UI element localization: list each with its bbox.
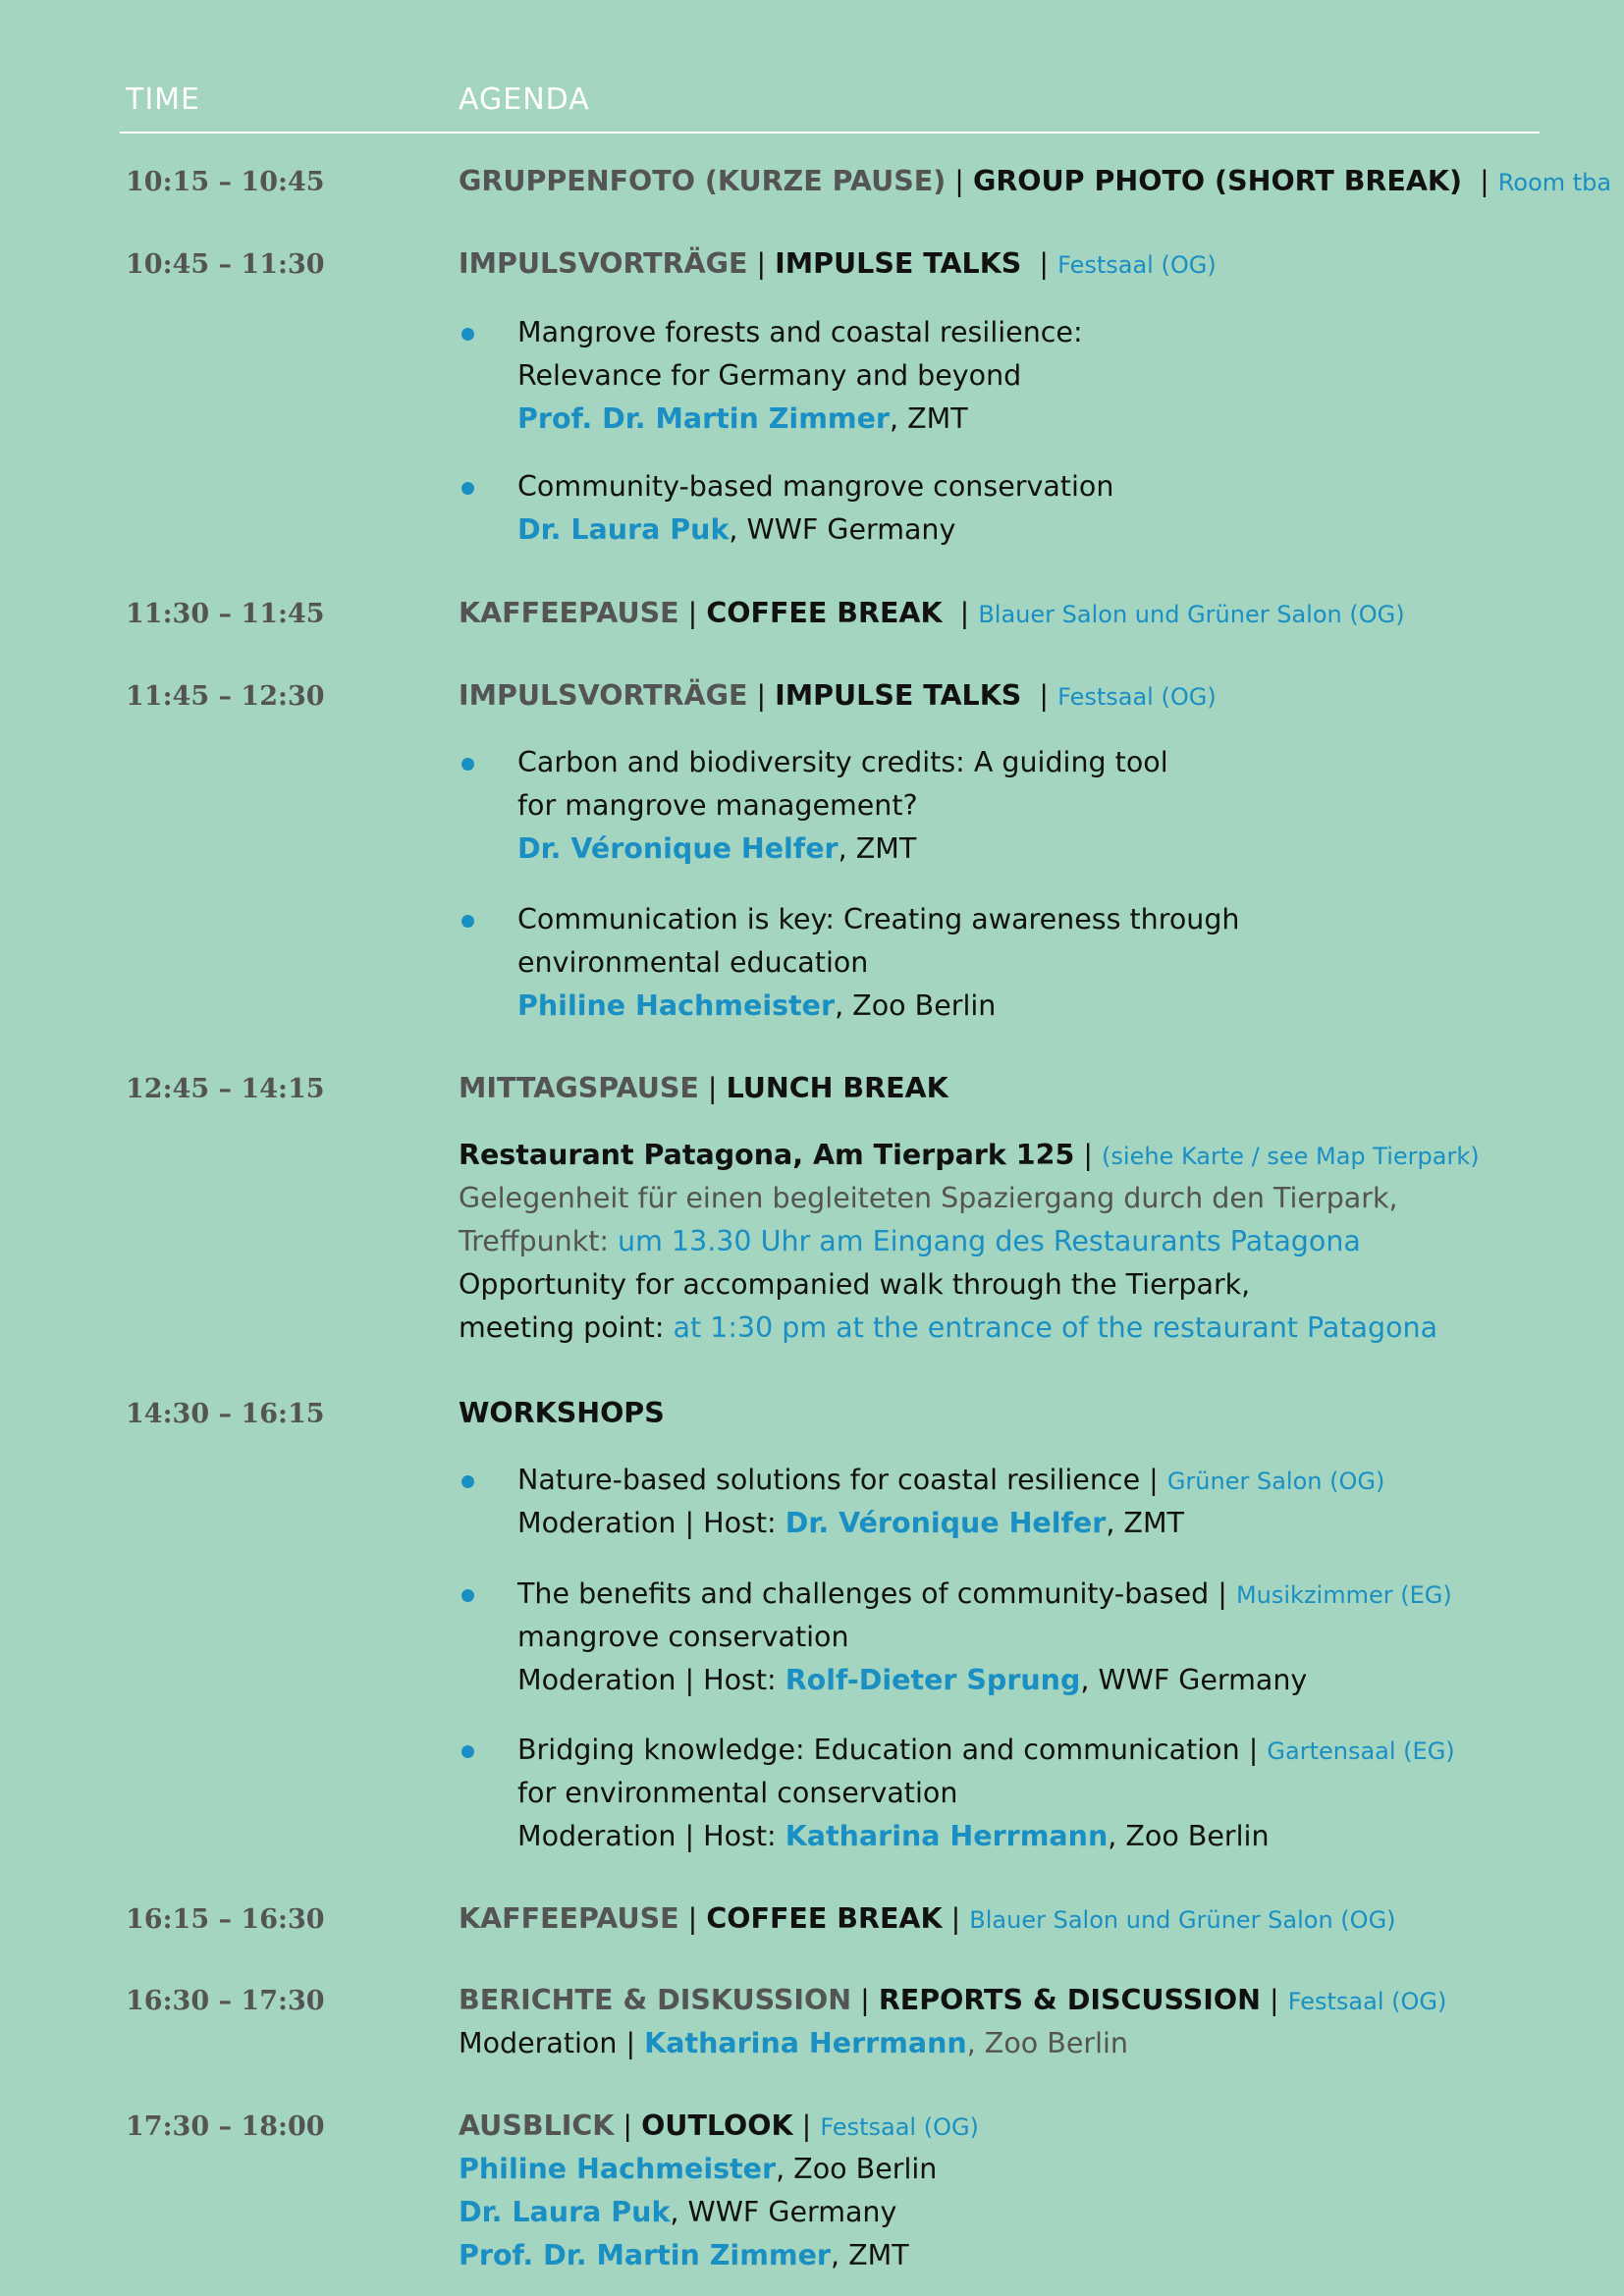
session-time: 16:30 – 17:30 <box>126 1986 325 2016</box>
room-label: Festsaal (OG) <box>1057 683 1217 711</box>
session-time: 16:15 – 16:30 <box>126 1904 325 1935</box>
talk-title: Communication is key: Creating awareness through <box>517 903 1240 935</box>
title-en: OUTLOOK <box>641 2109 793 2142</box>
title-de: KAFFEEPAUSE <box>459 1902 679 1935</box>
session-title: AUSBLICK | OUTLOOK | Festsaal (OG) <box>459 2109 979 2142</box>
outlook-speaker: Philine Hachmeister, Zoo Berlin <box>459 2153 938 2185</box>
title-en: COFFEE BREAK <box>706 597 943 629</box>
session-time: 10:45 – 11:30 <box>126 249 325 280</box>
walk-en: Opportunity for accompanied walk through the Tierpark, <box>459 1268 1251 1301</box>
session-title <box>459 1397 665 1429</box>
speaker-name: Philine Hachmeister <box>459 2153 777 2185</box>
workshop-title: Bridging knowledge: Education and communication | Gartensaal (EG) <box>517 1734 1455 1766</box>
title-de: KAFFEEPAUSE <box>459 597 679 629</box>
talk-speaker: Dr. Véronique Helfer, ZMT <box>517 832 917 865</box>
host-name: Katharina Herrmann <box>785 1820 1109 1852</box>
bullet-icon <box>461 1745 474 1758</box>
room-label: Festsaal (OG) <box>820 2113 979 2141</box>
title-de: MITTAGSPAUSE <box>459 1072 699 1104</box>
workshop-title: Nature-based solutions for coastal resilience | Grüner Salon (OG) <box>517 1464 1385 1496</box>
workshop-host: Moderation | Host: Katharina Herrmann, Zoo Berlin <box>517 1820 1270 1852</box>
outlook-speaker: Prof. Dr. Martin Zimmer, ZMT <box>459 2239 909 2271</box>
session-title: KAFFEEPAUSE | COFFEE BREAK | Blauer Salon und Grüner Salon (OG) <box>459 597 1405 629</box>
room-label: Festsaal (OG) <box>1287 1988 1447 2015</box>
room-label: Room tba <box>1497 169 1612 196</box>
session-time: 14:30 – 16:15 <box>126 1399 325 1429</box>
speaker-name: Dr. Véronique Helfer <box>517 832 839 865</box>
workshop-title: mangrove conservation <box>517 1621 849 1653</box>
talk-speaker: Philine Hachmeister, Zoo Berlin <box>517 989 997 1022</box>
speaker-name: Prof. Dr. Martin Zimmer <box>459 2239 831 2271</box>
workshop-host: Moderation | Host: Dr. Véronique Helfer, ZMT <box>517 1507 1184 1539</box>
talk-title: environmental education <box>517 946 869 979</box>
session-title: GRUPPENFOTO (KURZE PAUSE) | GROUP PHOTO (SHORT BREAK) | Room tba <box>459 165 1612 197</box>
title-en: IMPULSE TALKS <box>775 247 1022 280</box>
session-time: 12:45 – 14:15 <box>126 1074 325 1104</box>
title-de: IMPULSVORTRÄGE <box>459 679 748 712</box>
title-de: GRUPPENFOTO (KURZE PAUSE) <box>459 165 947 197</box>
title-de: BERICHTE & DISKUSSION <box>459 1984 852 2016</box>
title-en: WORKSHOPS <box>459 1397 665 1429</box>
talk-title: for mangrove management? <box>517 789 918 822</box>
room-label: Grüner Salon (OG) <box>1166 1468 1385 1495</box>
talk-speaker: Dr. Laura Puk, WWF Germany <box>517 513 956 546</box>
meet-en: meeting point: at 1:30 pm at the entrance of the restaurant Patagona <box>459 1311 1438 1344</box>
talk-title: Community-based mangrove conservation <box>517 470 1114 503</box>
session-title: MITTAGSPAUSE | LUNCH BREAK <box>459 1072 948 1104</box>
speaker-name: Dr. Laura Puk <box>459 2196 671 2228</box>
bullet-icon <box>461 1475 474 1488</box>
lunch-venue: Restaurant Patagona, Am Tierpark 125 | (siehe Karte / see Map Tierpark) <box>459 1139 1480 1171</box>
speaker-name: Philine Hachmeister <box>517 989 836 1022</box>
moderator-name: Katharina Herrmann <box>644 2027 967 2059</box>
title-en: IMPULSE TALKS <box>775 679 1022 712</box>
workshop-title: for environmental conservation <box>517 1777 958 1809</box>
speaker-name: Dr. Laura Puk <box>517 513 730 546</box>
time-column-header: TIME <box>126 82 201 117</box>
walk-de: Gelegenheit für einen begleiteten Spaziergang durch den Tierpark, <box>459 1182 1398 1214</box>
session-title: IMPULSVORTRÄGE | IMPULSE TALKS | Festsaal (OG) <box>459 247 1217 280</box>
session-title: KAFFEEPAUSE | COFFEE BREAK | Blauer Salon und Grüner Salon (OG) <box>459 1902 1396 1935</box>
host-name: Rolf-Dieter Sprung <box>785 1664 1081 1696</box>
talk-title: Mangrove forests and coastal resilience: <box>517 316 1083 348</box>
room-label: Musikzimmer (EG) <box>1235 1581 1452 1609</box>
outlook-speaker: Dr. Laura Puk, WWF Germany <box>459 2196 897 2228</box>
title-de: IMPULSVORTRÄGE <box>459 247 748 280</box>
session-time: 10:15 – 10:45 <box>126 167 325 197</box>
session-title: BERICHTE & DISKUSSION | REPORTS & DISCUSSION | Festsaal (OG) <box>459 1984 1447 2016</box>
room-label: Festsaal (OG) <box>1057 251 1217 279</box>
session-time: 17:30 – 18:00 <box>126 2111 325 2142</box>
title-de: AUSBLICK <box>459 2109 615 2142</box>
title-en: REPORTS & DISCUSSION <box>878 1984 1261 2016</box>
venue-name: Restaurant Patagona, Am Tierpark 125 <box>459 1139 1075 1171</box>
host-name: Dr. Véronique Helfer <box>785 1507 1107 1539</box>
agenda-column-header: AGENDA <box>459 82 590 117</box>
meet-de: Treffpunkt: um 13.30 Uhr am Eingang des Restaurants Patagona <box>459 1225 1361 1257</box>
header-divider <box>120 132 1540 133</box>
talk-title: Relevance for Germany and beyond <box>517 359 1022 392</box>
bullet-icon <box>461 482 474 495</box>
bullet-icon <box>461 1589 474 1602</box>
talk-title: Carbon and biodiversity credits: A guiding tool <box>517 746 1168 778</box>
speaker-name: Prof. Dr. Martin Zimmer <box>517 402 890 435</box>
venue-note: (siehe Karte / see Map Tierpark) <box>1102 1143 1480 1170</box>
session-title: IMPULSVORTRÄGE | IMPULSE TALKS | Festsaal (OG) <box>459 679 1217 712</box>
title-en: GROUP PHOTO (SHORT BREAK) <box>972 165 1463 197</box>
session-time: 11:45 – 12:30 <box>126 681 325 712</box>
bullet-icon <box>461 758 474 771</box>
title-en: LUNCH BREAK <box>726 1072 948 1104</box>
bullet-icon <box>461 328 474 341</box>
title-en: COFFEE BREAK <box>706 1902 943 1935</box>
room-label: Gartensaal (EG) <box>1267 1737 1455 1765</box>
moderation-line: Moderation | Katharina Herrmann, Zoo Berlin <box>459 2027 1128 2059</box>
session-time: 11:30 – 11:45 <box>126 599 325 629</box>
workshop-title: The benefits and challenges of community-based | Musikzimmer (EG) <box>517 1577 1452 1610</box>
room-label: Blauer Salon und Grüner Salon (OG) <box>969 1906 1396 1934</box>
talk-speaker: Prof. Dr. Martin Zimmer, ZMT <box>517 402 968 435</box>
workshop-host: Moderation | Host: Rolf-Dieter Sprung, WWF Germany <box>517 1664 1308 1696</box>
bullet-icon <box>461 915 474 928</box>
room-label: Blauer Salon und Grüner Salon (OG) <box>978 601 1405 628</box>
